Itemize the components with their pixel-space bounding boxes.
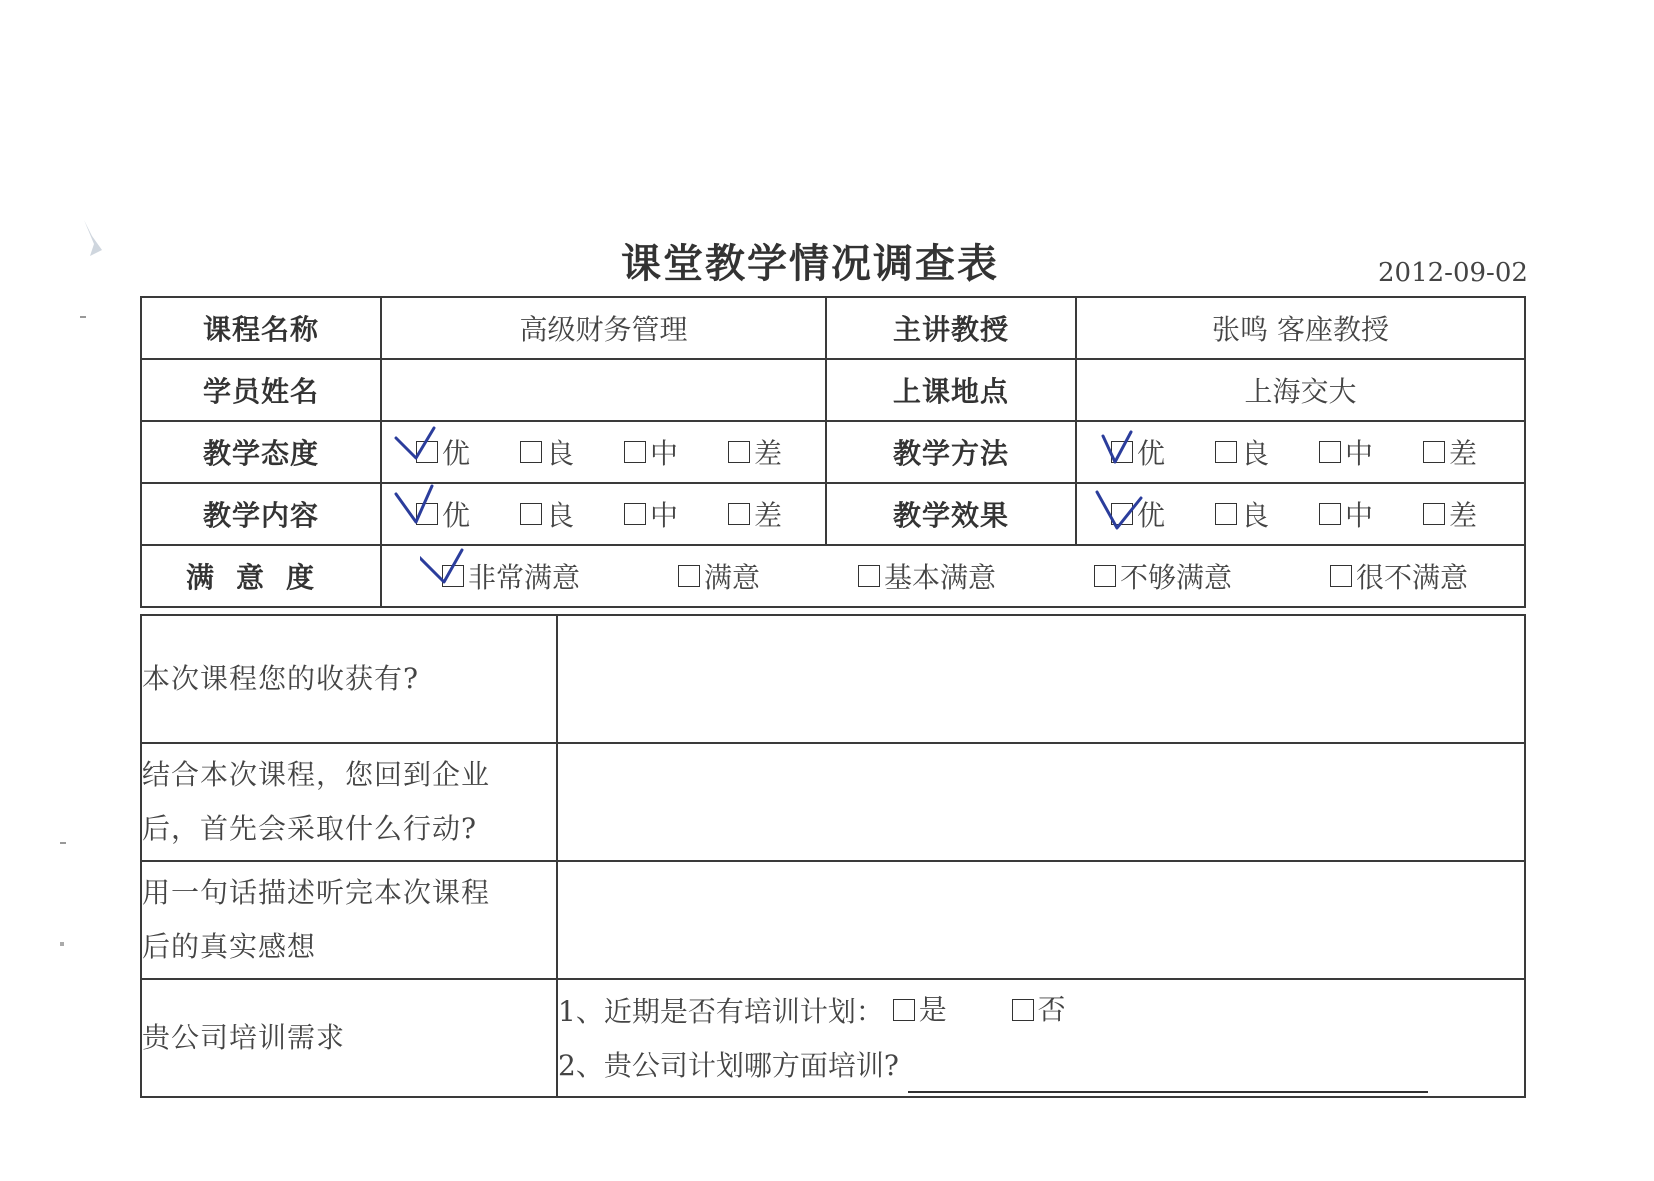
checkbox[interactable]: [520, 503, 542, 525]
action-question: 结合本次课程，您回到企业 后，首先会采取什么行动?: [141, 743, 557, 861]
scan-dot: [60, 842, 66, 844]
content-label: 教学内容: [141, 483, 381, 545]
student-name-label: 学员姓名: [141, 359, 381, 421]
effect-option-4[interactable]: 差: [1423, 494, 1477, 534]
training-area-blank[interactable]: [908, 1069, 1428, 1093]
course-name-label: 课程名称: [141, 297, 381, 359]
checkbox[interactable]: [1330, 565, 1352, 587]
method-options: [1076, 421, 1525, 483]
professor-label: 主讲教授: [826, 297, 1076, 359]
attitude-label: 教学态度: [141, 421, 381, 483]
training-yes-option[interactable]: 是: [893, 983, 947, 1037]
checkbox[interactable]: [1094, 565, 1116, 587]
attitude-option-4[interactable]: 差: [728, 432, 782, 472]
course-name-value[interactable]: 高级财务管理: [381, 297, 826, 359]
row-course: [141, 297, 1525, 359]
checkbox[interactable]: [1423, 441, 1445, 463]
effect-option-1[interactable]: 优: [1111, 494, 1165, 534]
content-option-4[interactable]: 差: [728, 494, 782, 534]
checkbox[interactable]: [520, 441, 542, 463]
check-mark-icon: [394, 422, 458, 470]
training-needs: [557, 979, 1525, 1097]
scan-speck-icon: [76, 216, 110, 268]
attitude-options: [381, 421, 826, 483]
effect-option-2[interactable]: 良: [1215, 494, 1269, 534]
checkbox[interactable]: [1012, 999, 1034, 1021]
satisfaction-option-2[interactable]: 满意: [678, 556, 760, 596]
checkbox[interactable]: [1319, 503, 1341, 525]
content-option-3[interactable]: 中: [624, 494, 678, 534]
row-gain: [141, 615, 1525, 743]
checkbox[interactable]: [728, 441, 750, 463]
checkbox[interactable]: [678, 565, 700, 587]
checkbox[interactable]: [858, 565, 880, 587]
satisfaction-option-1[interactable]: 非常满意: [442, 556, 580, 596]
checkbox[interactable]: [624, 503, 646, 525]
attitude-option-3[interactable]: 中: [624, 432, 678, 472]
form-title: 课堂教学情况调查表: [621, 241, 999, 287]
checkbox[interactable]: [893, 999, 915, 1021]
attitude-option-2[interactable]: 良: [520, 432, 574, 472]
training-area-line: 2、贵公司计划哪方面培训?: [558, 1039, 1524, 1093]
row-student: [141, 359, 1525, 421]
checkbox[interactable]: [1423, 503, 1445, 525]
satisfaction-option-4[interactable]: 不够满意: [1094, 556, 1232, 596]
checkbox[interactable]: [728, 503, 750, 525]
professor-value[interactable]: 张鸣 客座教授: [1076, 297, 1525, 359]
student-name-field[interactable]: [381, 359, 826, 421]
attitude-option-1[interactable]: 优: [416, 432, 470, 472]
training-question: 贵公司培训需求: [141, 979, 557, 1097]
checkbox[interactable]: [1215, 503, 1237, 525]
feeling-question: 用一句话描述听完本次课程 后的真实感想: [141, 861, 557, 979]
checkbox[interactable]: [1319, 441, 1341, 463]
checkbox[interactable]: [1215, 441, 1237, 463]
action-answer-field[interactable]: [557, 743, 1525, 861]
scan-dot: [60, 942, 64, 946]
satisfaction-option-3[interactable]: 基本满意: [858, 556, 996, 596]
row-feeling: [141, 861, 1525, 979]
form-date: 2012-09-02: [1378, 258, 1528, 288]
satisfaction-options: [381, 545, 1525, 607]
checkbox[interactable]: [624, 441, 646, 463]
satisfaction-option-5[interactable]: 很不满意: [1330, 556, 1468, 596]
feeling-answer-field[interactable]: [557, 861, 1525, 979]
method-option-4[interactable]: 差: [1423, 432, 1477, 472]
content-options: [381, 483, 826, 545]
effect-options: [1076, 483, 1525, 545]
training-no-option[interactable]: 否: [1012, 983, 1066, 1037]
row-content: [141, 483, 1525, 545]
gain-answer-field[interactable]: [557, 615, 1525, 743]
effect-option-3[interactable]: 中: [1319, 494, 1373, 534]
check-mark-icon: [394, 484, 458, 532]
row-satisfaction: [141, 545, 1525, 607]
training-plan-line: 1、近期是否有培训计划： 是 否: [558, 983, 1524, 1039]
gain-question: 本次课程您的收获有?: [141, 615, 557, 743]
method-option-2[interactable]: 良: [1215, 432, 1269, 472]
content-option-1[interactable]: 优: [416, 494, 470, 534]
row-training: [141, 979, 1525, 1097]
method-option-1[interactable]: 优: [1111, 432, 1165, 472]
scan-dot: [80, 316, 86, 318]
location-label: 上课地点: [826, 359, 1076, 421]
questions-table: [140, 614, 1526, 1098]
location-value[interactable]: 上海交大: [1076, 359, 1525, 421]
check-mark-icon: [1089, 484, 1153, 532]
satisfaction-label: 满意度: [141, 545, 381, 607]
check-mark-icon: [1089, 422, 1153, 470]
row-attitude: [141, 421, 1525, 483]
method-option-3[interactable]: 中: [1319, 432, 1373, 472]
survey-table: [140, 296, 1526, 608]
method-label: 教学方法: [826, 421, 1076, 483]
content-option-2[interactable]: 良: [520, 494, 574, 534]
effect-label: 教学效果: [826, 483, 1076, 545]
row-action: [141, 743, 1525, 861]
check-mark-icon: [420, 546, 484, 594]
